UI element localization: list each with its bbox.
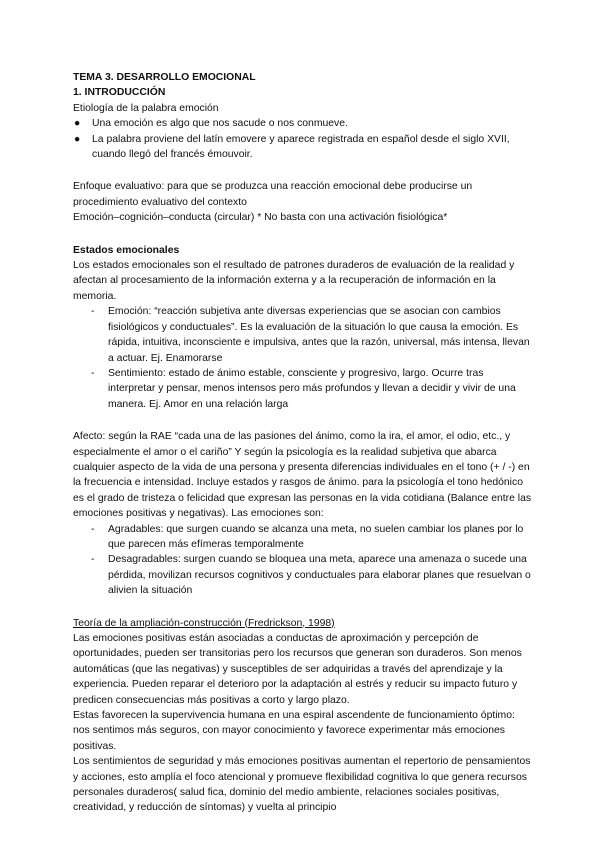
estados-list: [73, 304, 533, 412]
list-item: [73, 116, 533, 131]
estados-heading: Estados emocionales: [73, 244, 180, 256]
list-item-text: La palabra proviene del latín emovere y aparece registrada en español desde el siglo XVII, cuando llegó del francés émouvoir.: [92, 133, 510, 161]
document-body: [73, 70, 533, 816]
list-item: [73, 304, 533, 366]
dash-marker: -: [91, 306, 95, 318]
etiologia-list: [73, 116, 533, 162]
teoria-paragraph-3: Los sentimientos de seguridad y más emociones positivas aumentan el repertorio de pensamientos y acciones, esto amplía el foco atencional y promueve flexibilidad cognitiva lo que genera recursos personales duraderos( salud fica, dominio del medio ambiente, relaciones sociales positivas, creatividad, y reducción de síntomas) y vuelta al principio: [73, 756, 531, 814]
dash-marker: -: [91, 554, 95, 566]
list-item-text: Emoción: “reacción subjetiva ante diversas experiencias que se asocian con cambios fisiológicos y conductuales”. Es la evaluación de la situación lo que causa la emoción. Es rápida, intuitiva, inconsciente e impulsiva, antes que la razón, universal, más intensa, llevan a actuar. Ej. Enamorarse: [108, 306, 530, 364]
bullet-marker: ●: [74, 118, 81, 130]
list-item-text: Sentimiento: estado de ánimo estable, consciente y progresivo, largo. Ocurre tras interpretar y pensar, menos intensos pero más profundos y llevan a decidir y vivir de una manera. Ej. Amor en una relación larga: [108, 367, 516, 410]
etiologia-intro: Etiología de la palabra emoción: [73, 102, 219, 114]
teoria-paragraph-1: Las emociones positivas están asociadas a conductas de aproximación y percepción de oportunidades, pueden ser transitorias pero los recursos que generan son duraderos. Son menos automáticas (que las negativas) y susceptibles de ser adquiridas a través del aprendizaje y la experiencia. Pueden reparar el deterioro por la adaptación al estrés y reducir su impacto futuro y predicen consecuencias más positivas a corto y largo plazo.: [73, 633, 522, 706]
estados-intro: Los estados emocionales son el resultado de patrones duraderos de evaluación de la realidad y afectan al procesamiento de la información externa y a la recuperación de información en la memoria.: [73, 260, 515, 302]
list-item: [73, 522, 533, 553]
teoria-heading: Teoría de la ampliación-construcción (Fredrickson, 1998): [73, 617, 335, 629]
section-heading: 1. INTRODUCCIÓN: [73, 87, 166, 99]
list-item: [73, 366, 533, 412]
list-item: [73, 552, 533, 598]
afecto-list: [73, 522, 533, 599]
list-item-text: Una emoción es algo que nos sacude o nos conmueve.: [92, 118, 348, 130]
list-item-text: Agradables: que surgen cuando se alcanza una meta, no suelen cambiar los planes por lo que parecen más efímeras temporalmente: [108, 523, 524, 550]
dash-marker: -: [91, 523, 95, 535]
list-item: [73, 132, 533, 163]
document-title: TEMA 3. DESARROLLO EMOCIONAL: [73, 72, 256, 83]
teoria-paragraph-2: Estas favorecen la supervivencia humana en una espiral ascendente de funcionamiento óptimo: nos sentimos más seguros, con mayor conocimiento y favorece experimentar más emociones positivas.: [73, 710, 515, 752]
bullet-marker: ●: [74, 133, 81, 145]
afecto-paragraph: Afecto: según la RAE “cada una de las pasiones del ánimo, como la ira, el amor, el odio, etc., y especialmente el amor o el cariño” Y según la psicología es la realidad subjetiva que abarca cualquier aspecto de la vida de una persona y presenta diferencias individuales en el tono (+ / -) en la frecuencia e intensidad. Incluye estados y rasgos de ánimo. para la psicología el tono hedónico es el grado de tristeza o felicidad que expresan las personas en la vida cotidiana (Balance entre las emociones positivas y negativas). Las emociones son:: [73, 431, 532, 520]
dash-marker: -: [91, 367, 95, 379]
emocion-cognicion-paragraph: Emoción–cognición–conducta (circular) * No basta con una activación fisiológica*: [73, 212, 448, 224]
list-item-text: Desagradables: surgen cuando se bloquea una meta, aparece una amenaza o sucede una pérdida, movilizan recursos cognitivos y conductuales para elaborar planes que resuelvan o alivien la situación: [108, 554, 531, 597]
enfoque-paragraph: Enfoque evaluativo: para que se produzca una reacción emocional debe producirse un procedimiento evaluativo del contexto: [73, 181, 473, 208]
